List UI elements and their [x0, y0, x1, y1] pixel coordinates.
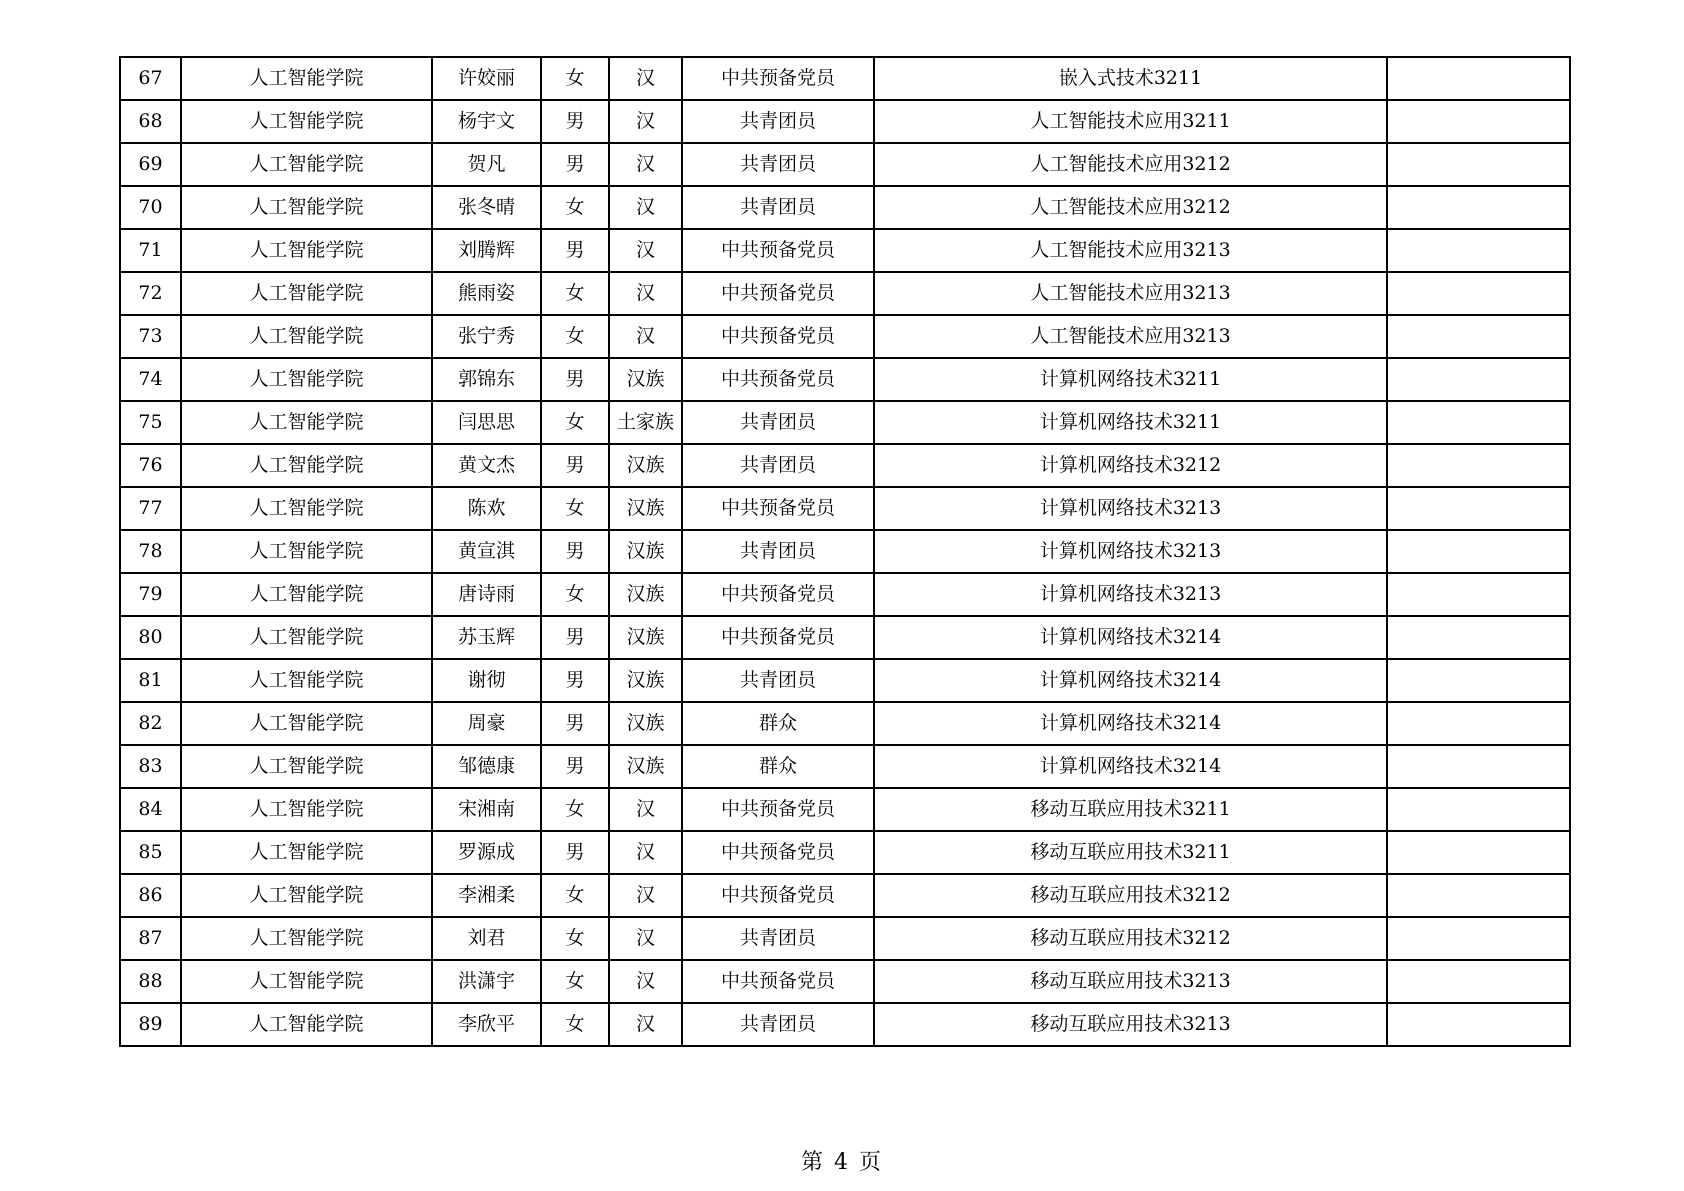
ethnicity-cell: 汉 — [609, 315, 682, 358]
ethnicity-cell: 汉 — [609, 100, 682, 143]
college-cell: 人工智能学院 — [181, 186, 432, 229]
ethnicity-cell: 汉族 — [609, 702, 682, 745]
college-cell: 人工智能学院 — [181, 401, 432, 444]
table-row — [120, 702, 1570, 745]
ethnicity-cell: 汉族 — [609, 358, 682, 401]
political-status-cell: 中共预备党员 — [682, 272, 874, 315]
table-row — [120, 573, 1570, 616]
row-number-cell: 72 — [120, 272, 181, 315]
class-cell: 人工智能技术应用3213 — [874, 272, 1387, 315]
student-name-cell: 杨宇文 — [432, 100, 541, 143]
student-name-cell: 周豪 — [432, 702, 541, 745]
student-name-cell: 刘腾辉 — [432, 229, 541, 272]
table-row — [120, 100, 1570, 143]
student-roster-table — [119, 56, 1571, 1047]
table-row — [120, 659, 1570, 702]
gender-cell: 女 — [541, 788, 609, 831]
class-cell: 移动互联应用技术3211 — [874, 831, 1387, 874]
gender-cell: 男 — [541, 831, 609, 874]
gender-cell: 男 — [541, 745, 609, 788]
row-number-cell: 88 — [120, 960, 181, 1003]
student-name-cell: 李欣平 — [432, 1003, 541, 1046]
remark-cell — [1387, 530, 1570, 573]
remark-cell — [1387, 917, 1570, 960]
gender-cell: 男 — [541, 530, 609, 573]
class-cell: 人工智能技术应用3213 — [874, 315, 1387, 358]
student-name-cell: 闫思思 — [432, 401, 541, 444]
class-cell: 计算机网络技术3211 — [874, 401, 1387, 444]
class-cell: 移动互联应用技术3212 — [874, 874, 1387, 917]
gender-cell: 女 — [541, 57, 609, 100]
gender-cell: 男 — [541, 143, 609, 186]
college-cell: 人工智能学院 — [181, 659, 432, 702]
class-cell: 计算机网络技术3214 — [874, 659, 1387, 702]
remark-cell — [1387, 573, 1570, 616]
college-cell: 人工智能学院 — [181, 831, 432, 874]
college-cell: 人工智能学院 — [181, 788, 432, 831]
college-cell: 人工智能学院 — [181, 143, 432, 186]
student-name-cell: 黄宣淇 — [432, 530, 541, 573]
student-name-cell: 贺凡 — [432, 143, 541, 186]
roster-body — [120, 57, 1570, 1046]
ethnicity-cell: 汉族 — [609, 573, 682, 616]
ethnicity-cell: 汉 — [609, 57, 682, 100]
class-cell: 移动互联应用技术3212 — [874, 917, 1387, 960]
class-cell: 人工智能技术应用3212 — [874, 143, 1387, 186]
remark-cell — [1387, 444, 1570, 487]
gender-cell: 女 — [541, 487, 609, 530]
class-cell: 移动互联应用技术3213 — [874, 960, 1387, 1003]
table-row — [120, 874, 1570, 917]
remark-cell — [1387, 788, 1570, 831]
student-name-cell: 刘君 — [432, 917, 541, 960]
row-number-cell: 76 — [120, 444, 181, 487]
student-name-cell: 熊雨姿 — [432, 272, 541, 315]
student-name-cell: 洪潇宇 — [432, 960, 541, 1003]
college-cell: 人工智能学院 — [181, 530, 432, 573]
remark-cell — [1387, 659, 1570, 702]
political-status-cell: 中共预备党员 — [682, 315, 874, 358]
class-cell: 计算机网络技术3211 — [874, 358, 1387, 401]
remark-cell — [1387, 487, 1570, 530]
political-status-cell: 中共预备党员 — [682, 831, 874, 874]
ethnicity-cell: 汉 — [609, 272, 682, 315]
gender-cell: 女 — [541, 573, 609, 616]
student-name-cell: 邹德康 — [432, 745, 541, 788]
row-number-cell: 84 — [120, 788, 181, 831]
row-number-cell: 81 — [120, 659, 181, 702]
ethnicity-cell: 汉 — [609, 1003, 682, 1046]
table-row — [120, 745, 1570, 788]
gender-cell: 男 — [541, 100, 609, 143]
remark-cell — [1387, 100, 1570, 143]
political-status-cell: 中共预备党员 — [682, 874, 874, 917]
gender-cell: 女 — [541, 272, 609, 315]
table-row — [120, 186, 1570, 229]
table-row — [120, 917, 1570, 960]
political-status-cell: 共青团员 — [682, 100, 874, 143]
remark-cell — [1387, 229, 1570, 272]
table-row — [120, 229, 1570, 272]
ethnicity-cell: 汉族 — [609, 659, 682, 702]
remark-cell — [1387, 358, 1570, 401]
row-number-cell: 70 — [120, 186, 181, 229]
row-number-cell: 86 — [120, 874, 181, 917]
ethnicity-cell: 汉族 — [609, 745, 682, 788]
class-cell: 人工智能技术应用3213 — [874, 229, 1387, 272]
political-status-cell: 中共预备党员 — [682, 788, 874, 831]
gender-cell: 男 — [541, 616, 609, 659]
table-row — [120, 788, 1570, 831]
ethnicity-cell: 土家族 — [609, 401, 682, 444]
college-cell: 人工智能学院 — [181, 917, 432, 960]
ethnicity-cell: 汉 — [609, 229, 682, 272]
political-status-cell: 中共预备党员 — [682, 487, 874, 530]
college-cell: 人工智能学院 — [181, 57, 432, 100]
row-number-cell: 80 — [120, 616, 181, 659]
gender-cell: 女 — [541, 186, 609, 229]
college-cell: 人工智能学院 — [181, 444, 432, 487]
row-number-cell: 69 — [120, 143, 181, 186]
ethnicity-cell: 汉 — [609, 917, 682, 960]
row-number-cell: 79 — [120, 573, 181, 616]
political-status-cell: 中共预备党员 — [682, 57, 874, 100]
remark-cell — [1387, 745, 1570, 788]
class-cell: 计算机网络技术3213 — [874, 487, 1387, 530]
class-cell: 计算机网络技术3213 — [874, 530, 1387, 573]
student-name-cell: 唐诗雨 — [432, 573, 541, 616]
political-status-cell: 共青团员 — [682, 917, 874, 960]
political-status-cell: 中共预备党员 — [682, 229, 874, 272]
table-row — [120, 960, 1570, 1003]
student-name-cell: 李湘柔 — [432, 874, 541, 917]
college-cell: 人工智能学院 — [181, 874, 432, 917]
political-status-cell: 群众 — [682, 702, 874, 745]
row-number-cell: 89 — [120, 1003, 181, 1046]
student-name-cell: 谢彻 — [432, 659, 541, 702]
remark-cell — [1387, 401, 1570, 444]
ethnicity-cell: 汉 — [609, 831, 682, 874]
table-row — [120, 831, 1570, 874]
row-number-cell: 73 — [120, 315, 181, 358]
class-cell: 计算机网络技术3213 — [874, 573, 1387, 616]
college-cell: 人工智能学院 — [181, 616, 432, 659]
gender-cell: 女 — [541, 917, 609, 960]
ethnicity-cell: 汉 — [609, 143, 682, 186]
student-name-cell: 郭锦东 — [432, 358, 541, 401]
gender-cell: 男 — [541, 702, 609, 745]
class-cell: 计算机网络技术3214 — [874, 745, 1387, 788]
gender-cell: 女 — [541, 874, 609, 917]
remark-cell — [1387, 616, 1570, 659]
table-row — [120, 358, 1570, 401]
table-row — [120, 530, 1570, 573]
class-cell: 计算机网络技术3214 — [874, 616, 1387, 659]
row-number-cell: 68 — [120, 100, 181, 143]
student-name-cell: 苏玉辉 — [432, 616, 541, 659]
class-cell: 嵌入式技术3211 — [874, 57, 1387, 100]
college-cell: 人工智能学院 — [181, 358, 432, 401]
college-cell: 人工智能学院 — [181, 487, 432, 530]
political-status-cell: 中共预备党员 — [682, 358, 874, 401]
row-number-cell: 71 — [120, 229, 181, 272]
ethnicity-cell: 汉 — [609, 186, 682, 229]
row-number-cell: 78 — [120, 530, 181, 573]
college-cell: 人工智能学院 — [181, 573, 432, 616]
table-row — [120, 616, 1570, 659]
page-number: 第 4 页 — [801, 1150, 883, 1175]
college-cell: 人工智能学院 — [181, 100, 432, 143]
remark-cell — [1387, 143, 1570, 186]
class-cell: 人工智能技术应用3211 — [874, 100, 1387, 143]
political-status-cell: 中共预备党员 — [682, 616, 874, 659]
row-number-cell: 75 — [120, 401, 181, 444]
political-status-cell: 中共预备党员 — [682, 573, 874, 616]
class-cell: 移动互联应用技术3211 — [874, 788, 1387, 831]
remark-cell — [1387, 186, 1570, 229]
gender-cell: 男 — [541, 229, 609, 272]
political-status-cell: 共青团员 — [682, 186, 874, 229]
political-status-cell: 共青团员 — [682, 1003, 874, 1046]
table-row — [120, 1003, 1570, 1046]
remark-cell — [1387, 831, 1570, 874]
ethnicity-cell: 汉 — [609, 960, 682, 1003]
gender-cell: 女 — [541, 960, 609, 1003]
table-row — [120, 57, 1570, 100]
gender-cell: 女 — [541, 401, 609, 444]
political-status-cell: 共青团员 — [682, 143, 874, 186]
class-cell: 计算机网络技术3214 — [874, 702, 1387, 745]
table-row — [120, 487, 1570, 530]
row-number-cell: 67 — [120, 57, 181, 100]
table-row — [120, 272, 1570, 315]
college-cell: 人工智能学院 — [181, 745, 432, 788]
ethnicity-cell: 汉族 — [609, 487, 682, 530]
political-status-cell: 共青团员 — [682, 401, 874, 444]
student-name-cell: 张宁秀 — [432, 315, 541, 358]
table-row — [120, 444, 1570, 487]
row-number-cell: 83 — [120, 745, 181, 788]
remark-cell — [1387, 272, 1570, 315]
remark-cell — [1387, 960, 1570, 1003]
student-name-cell: 黄文杰 — [432, 444, 541, 487]
ethnicity-cell: 汉族 — [609, 616, 682, 659]
political-status-cell: 共青团员 — [682, 659, 874, 702]
remark-cell — [1387, 57, 1570, 100]
college-cell: 人工智能学院 — [181, 229, 432, 272]
ethnicity-cell: 汉族 — [609, 530, 682, 573]
student-name-cell: 许姣丽 — [432, 57, 541, 100]
college-cell: 人工智能学院 — [181, 315, 432, 358]
political-status-cell: 群众 — [682, 745, 874, 788]
row-number-cell: 82 — [120, 702, 181, 745]
row-number-cell: 85 — [120, 831, 181, 874]
class-cell: 人工智能技术应用3212 — [874, 186, 1387, 229]
gender-cell: 女 — [541, 1003, 609, 1046]
ethnicity-cell: 汉族 — [609, 444, 682, 487]
ethnicity-cell: 汉 — [609, 788, 682, 831]
student-name-cell: 宋湘南 — [432, 788, 541, 831]
student-name-cell: 罗源成 — [432, 831, 541, 874]
remark-cell — [1387, 1003, 1570, 1046]
table-row — [120, 143, 1570, 186]
class-cell: 计算机网络技术3212 — [874, 444, 1387, 487]
college-cell: 人工智能学院 — [181, 960, 432, 1003]
remark-cell — [1387, 315, 1570, 358]
row-number-cell: 87 — [120, 917, 181, 960]
table-row — [120, 315, 1570, 358]
gender-cell: 女 — [541, 315, 609, 358]
student-name-cell: 陈欢 — [432, 487, 541, 530]
college-cell: 人工智能学院 — [181, 272, 432, 315]
class-cell: 移动互联应用技术3213 — [874, 1003, 1387, 1046]
political-status-cell: 共青团员 — [682, 444, 874, 487]
gender-cell: 男 — [541, 358, 609, 401]
political-status-cell: 中共预备党员 — [682, 960, 874, 1003]
row-number-cell: 74 — [120, 358, 181, 401]
student-name-cell: 张冬晴 — [432, 186, 541, 229]
college-cell: 人工智能学院 — [181, 702, 432, 745]
college-cell: 人工智能学院 — [181, 1003, 432, 1046]
row-number-cell: 77 — [120, 487, 181, 530]
gender-cell: 男 — [541, 659, 609, 702]
remark-cell — [1387, 874, 1570, 917]
remark-cell — [1387, 702, 1570, 745]
table-row — [120, 401, 1570, 444]
political-status-cell: 共青团员 — [682, 530, 874, 573]
ethnicity-cell: 汉 — [609, 874, 682, 917]
gender-cell: 男 — [541, 444, 609, 487]
